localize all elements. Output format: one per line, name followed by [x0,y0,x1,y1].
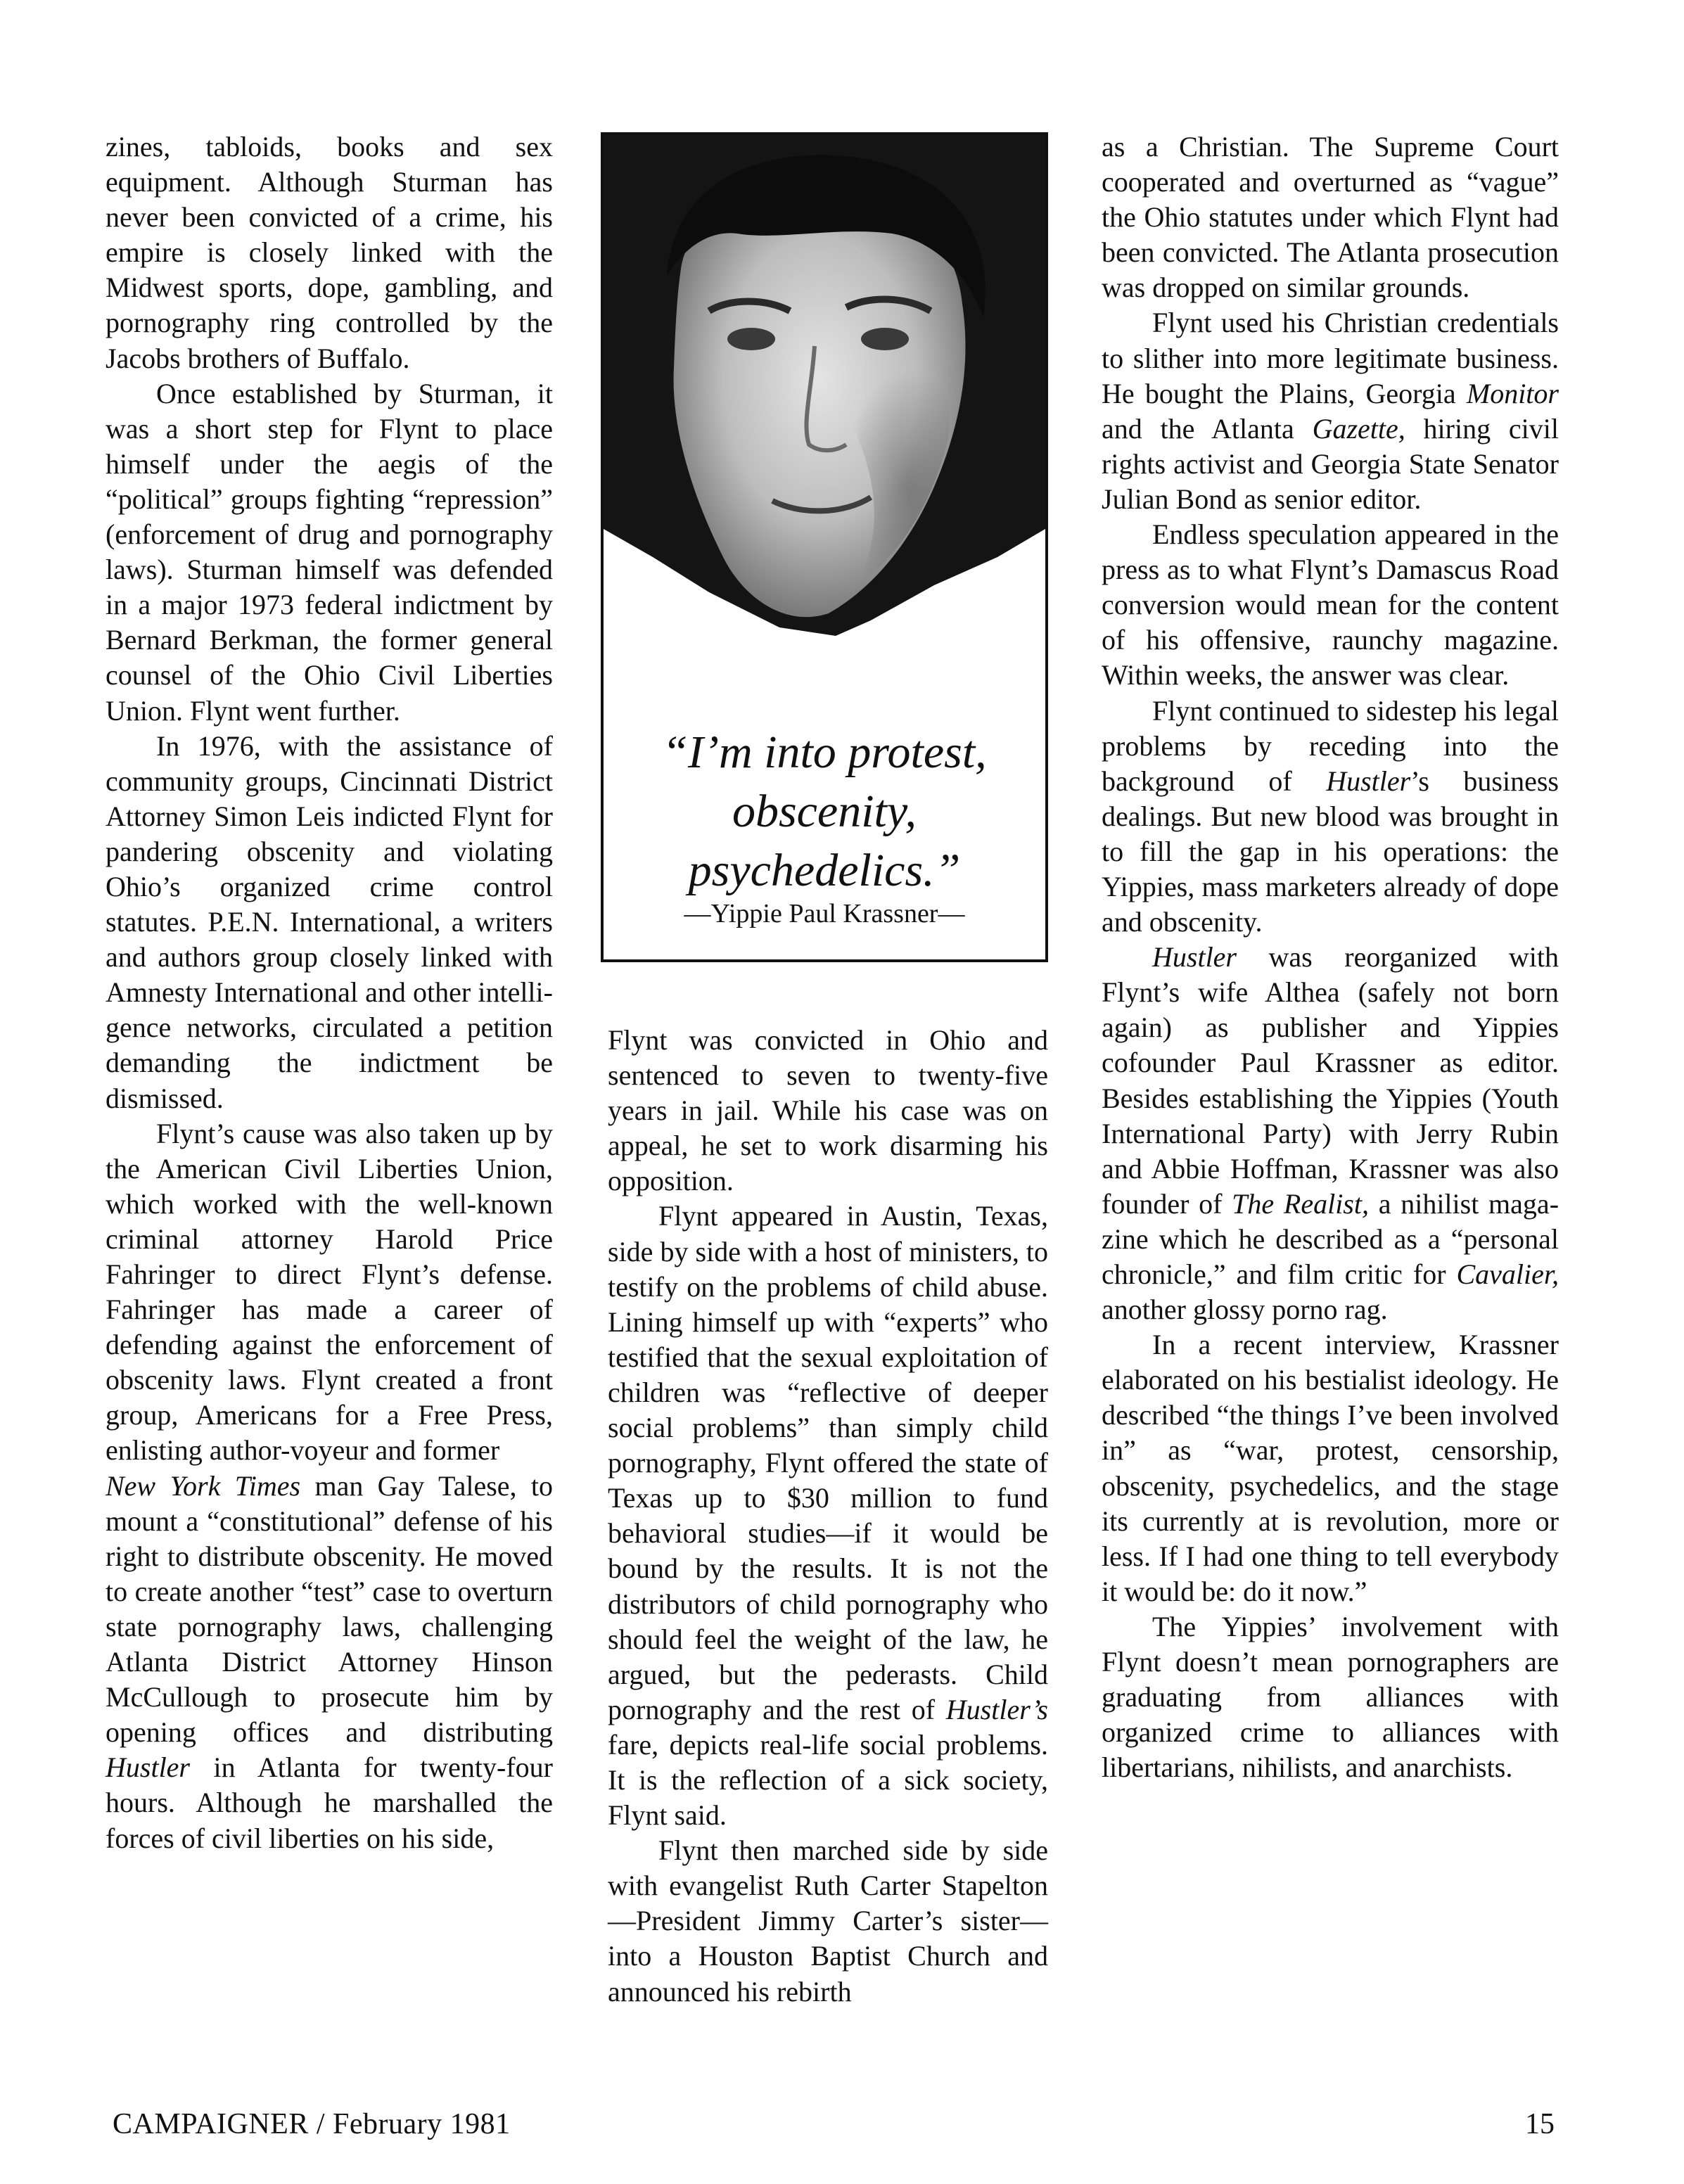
paragraph-text: Flynt continued to sidestep his legal problems by receding into the background of [1102,694,1559,797]
paragraph: In a recent interview, Krassner elaborated on his bestialist ideology. He described “the things I’ve been involved in” as “war, protest, censorship, obscenity, psychedelics, and the stage its currently at is revolution, more or less. If I had one thing to tell everybody it would be: do it now.” [1102,1329,1559,1607]
pull-quote-attribution: —Yippie Paul Krassner— [684,899,965,928]
paragraph [608,1199,1048,1833]
article-column-3 [1102,129,1559,1785]
paragraph [1102,940,1559,1327]
paragraph [106,1116,553,1856]
paragraph [1102,305,1559,517]
page-number: 15 [1525,2108,1555,2140]
pull-quote-line: “I’m into protest, [662,727,987,778]
paragraph-text: another glossy porno rag. [1102,1294,1388,1326]
italic-title: The Realist, [1232,1187,1369,1220]
italic-title: New York Times [106,1469,301,1502]
italic-title: Hustler [1152,941,1237,973]
paragraph: zines, tabloids, books and sex equipment. Although Sturman has never been convicted of a crime, his empire is closely linked with the Midwest sports, dope, gambling, and pornography ring controlled by the Jacobs brothers of Buffalo. [106,131,553,374]
article-column-2 [608,1023,1048,2010]
article-column-1 [106,129,553,1856]
italic-title: Hustler [106,1751,190,1784]
publication-footer: CAMPAIGNER / February 1981 [113,2108,511,2140]
pull-quote-box [601,132,1048,962]
italic-title: Gazette, [1312,412,1405,445]
paragraph: The Yippies’ involvement with Flynt doesn’t mean pornographers are graduating from alliances with organized crime to alliances with libertarians, nihilists, and anarchists. [1102,1610,1559,1784]
paragraph: Flynt then marched side by side with evangelist Ruth Carter Stapelton—President Jimmy Carter’s sister—into a Houston Baptist Church and announced his rebirth [608,1834,1048,2007]
paragraph [1102,694,1559,940]
italic-title: Hustler [1326,765,1411,797]
pull-quote-line: obscenity, [732,786,917,837]
paragraph: as a Christian. The Supreme Court cooperated and overturned as “vague” the Ohio statutes under which Flynt had been convicted. The Atlanta prosecution was dropped on similar grounds. [1102,131,1559,304]
paragraph: Once established by Sturman, it was a short step for Flynt to place himself under the aegis of the “political” groups fighting “repression” (enforcement of drug and pornography laws). Sturman himself was defended in a major 1973 federal indictment by Bernard Berkman, the former general counsel of the Ohio Civil Liberties Union. Flynt went further. [106,377,553,727]
paragraph-text: ’s business dealings. But new blood was brought in to fill the gap in his operations: the Yippies, mass marketers already of dope and obscenity. [1102,765,1559,938]
italic-title: Hustler’s [945,1693,1048,1725]
portrait-photo [604,135,1045,641]
paragraph: Flynt was convicted in Ohio and sentenced to seven to twenty-five years in jail. While his case was on appeal, he set to work disarming his opposition. [608,1024,1048,1197]
paragraph: Endless speculation appeared in the press as to what Flynt’s Damascus Road conversion would mean for the content of his offensive, raunchy magazine. Within weeks, the answer was clear. [1102,518,1559,691]
paragraph: In 1976, with the assistance of community groups, Cincinnati District Attorney Simon Leis indicted Flynt for pandering obscenity and violating Ohio’s organized crime control statutes. P.E.N. International, a writers and authors group closely linked with Amnesty International and other intelligence networks, circulated a petition demanding the indictment be dismissed. [106,729,553,1114]
pull-quote-line: psychedelics.” [688,845,961,896]
paragraph-text: Flynt’s cause was also taken up by the American Civil Liberties Union, which worked with the well-known criminal attorney Harold Price Fahringer to direct Flynt’s defense. Fahringer has made a career of defending against the enforcement of obscenity laws. Flynt created a front group, Americans for a Free Press, enlisting author-voyeur and former [106,1117,553,1467]
paragraph-text: and the Atlanta [1102,412,1313,445]
italic-title: Monitor [1466,377,1559,409]
paragraph-text: Flynt appeared in Austin, Texas, side by side with a host of ministers, to testify on the problems of child abuse. Lining himself up with “experts” who testified that the sexual exploitation of children was “reflective of deeper social problems” than simply child pornography, Flynt offered the state of Texas up to $30 million to fund behavioral studies—if it would be bound by the results. It is not the distributors of child pornography who should feel the weight of the law, he argued, but the pederasts. Child pornography and the rest of [608,1200,1048,1725]
paragraph-text: fare, depicts real-life social problems. It is the reflection of a sick society, Flynt said. [608,1728,1048,1832]
paragraph-text: was reorganized with Flynt’s wife Althea (safely not born again) as publisher and Yippies cofounder Paul Krassner as editor. Besides establishing the Yippies (Youth International Party) with Jerry Rubin and Abbie Hoffman, Krassner was also founder of [1102,941,1559,1220]
paragraph-text: a nihilist magazine which he described as a “personal chronicle,” and film critic for [1102,1187,1559,1290]
paragraph-text: in Atlanta for twenty-four hours. Although he marshalled the forces of civil liberties on his side, [106,1751,553,1854]
pull-quote [604,723,1045,900]
paragraph-text: Flynt used his Christian credentials to slither into more legitimate business. He bought the Plains, Georgia [1102,307,1559,409]
paragraph-text: hiring civil rights activist and Georgia State Senator Julian Bond as senior editor. [1102,412,1559,515]
italic-title: Cavalier, [1456,1258,1559,1290]
paragraph-text: man Gay Talese, to mount a “constitutional” defense of his right to distribute obscenity. He moved to create another “test” case to overturn state pornography laws, challenging Atlanta District Attorney Hinson McCullough to prosecute him by opening offices and distributing [106,1469,554,1749]
